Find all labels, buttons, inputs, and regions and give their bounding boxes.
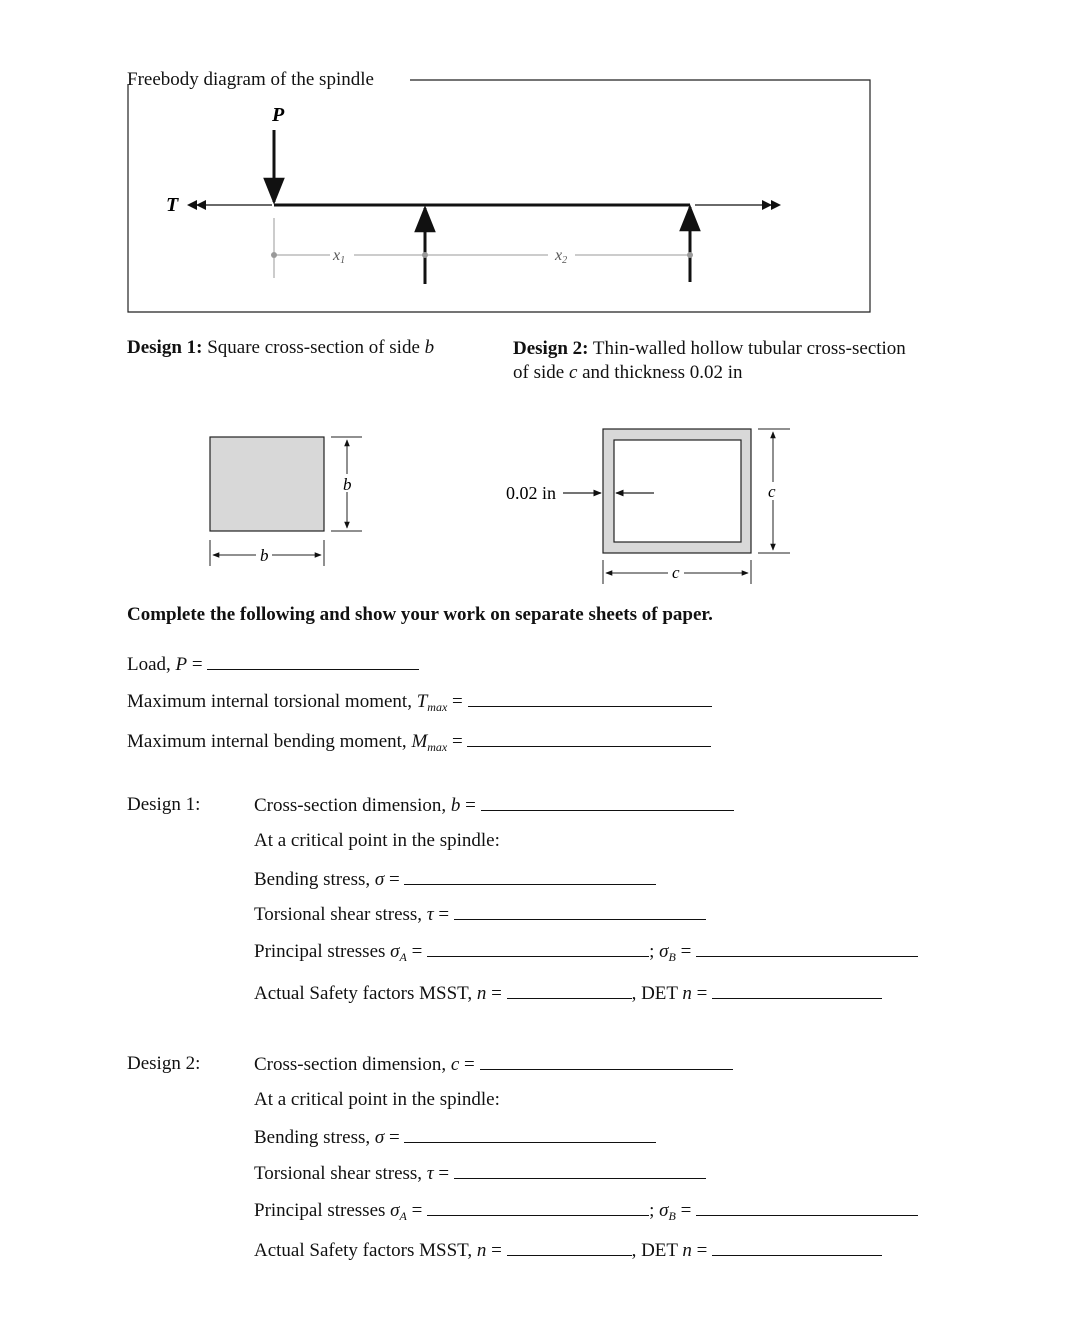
design1-sigma-a-blank[interactable] — [427, 940, 649, 957]
design2-description-line2-pre: of side — [513, 362, 565, 383]
design2-dimension-blank[interactable] — [480, 1053, 733, 1070]
design2-msst-blank[interactable] — [507, 1239, 632, 1256]
torque-label: T — [166, 194, 179, 216]
design1-dimension-blank[interactable] — [481, 794, 734, 811]
load-answer-blank[interactable] — [207, 653, 419, 670]
design2-var: c — [568, 362, 578, 383]
b-label-h: b — [260, 546, 269, 565]
fbd-frame — [128, 80, 870, 312]
design2-shear-row: Torsional shear stress, τ = — [254, 1162, 706, 1185]
tube-inner — [614, 440, 741, 542]
design1-dimension-row: Cross-section dimension, b = — [254, 794, 734, 817]
c-label-h: c — [672, 563, 680, 582]
square-section — [210, 437, 324, 531]
b-label-v: b — [343, 475, 352, 494]
design2-bending-blank[interactable] — [404, 1126, 656, 1143]
load-row: Load, P = — [127, 653, 419, 676]
design2-det-blank[interactable] — [712, 1239, 882, 1256]
load-label: P — [272, 104, 285, 126]
design2-bending-row: Bending stress, σ = — [254, 1126, 656, 1149]
design2-sigma-b-blank[interactable] — [696, 1199, 918, 1216]
design1-caption — [127, 337, 434, 359]
design1-heading: Design 1: — [127, 337, 203, 358]
design2-caption — [513, 337, 906, 385]
design1-msst-blank[interactable] — [507, 982, 632, 999]
design1-shear-row: Torsional shear stress, τ = — [254, 903, 706, 926]
design2-description-line2-post: and thickness 0.02 in — [582, 362, 743, 383]
design1-var: b — [424, 337, 435, 358]
dim2-label: x2 — [555, 247, 568, 266]
section-label-design1: Design 1: — [127, 794, 201, 815]
design2-safety-row: Actual Safety factors MSST, n = , DET n = — [254, 1239, 882, 1262]
design2-sigma-a-blank[interactable] — [427, 1199, 649, 1216]
tmax-answer-blank[interactable] — [468, 690, 712, 707]
fbd-title: Freebody diagram of the spindle — [127, 69, 374, 90]
c-label-v: c — [768, 482, 776, 501]
design2-description-line1: Thin-walled hollow tubular cross-section — [592, 338, 906, 359]
design1-shear-blank[interactable] — [454, 903, 706, 920]
mmax-row: Maximum internal bending moment, $M_{max}$ = — [127, 730, 711, 755]
design2-principal-row: Principal stresses $\sigma_A$ = ; $\sigma_B$ = — [254, 1199, 918, 1224]
mmax-answer-blank[interactable] — [467, 730, 711, 747]
design1-principal-row: Principal stresses $\sigma_A$ = ; $\sigma_B$ = — [254, 940, 918, 965]
design2-heading: Design 2: — [513, 338, 589, 359]
section-label-design2: Design 2: — [127, 1053, 201, 1074]
design1-critical: At a critical point in the spindle: — [254, 830, 500, 851]
design2-shear-blank[interactable] — [454, 1162, 706, 1179]
thickness-label: 0.02 in — [506, 483, 557, 503]
design1-sigma-b-blank[interactable] — [696, 940, 918, 957]
design1-description: Square cross-section of side — [207, 337, 420, 358]
dim1-label: x1 — [333, 247, 346, 266]
design1-safety-row: Actual Safety factors MSST, n = , DET n = — [254, 982, 882, 1005]
design1-bending-row: Bending stress, σ = — [254, 868, 656, 891]
tmax-row: Maximum internal torsional moment, $T_{max}$ = — [127, 690, 712, 715]
design1-bending-blank[interactable] — [404, 868, 656, 885]
design2-critical: At a critical point in the spindle: — [254, 1089, 500, 1110]
design2-dimension-row: Cross-section dimension, c = — [254, 1053, 733, 1076]
design1-det-blank[interactable] — [712, 982, 882, 999]
instructions: Complete the following and show your work on separate sheets of paper. — [127, 604, 713, 625]
